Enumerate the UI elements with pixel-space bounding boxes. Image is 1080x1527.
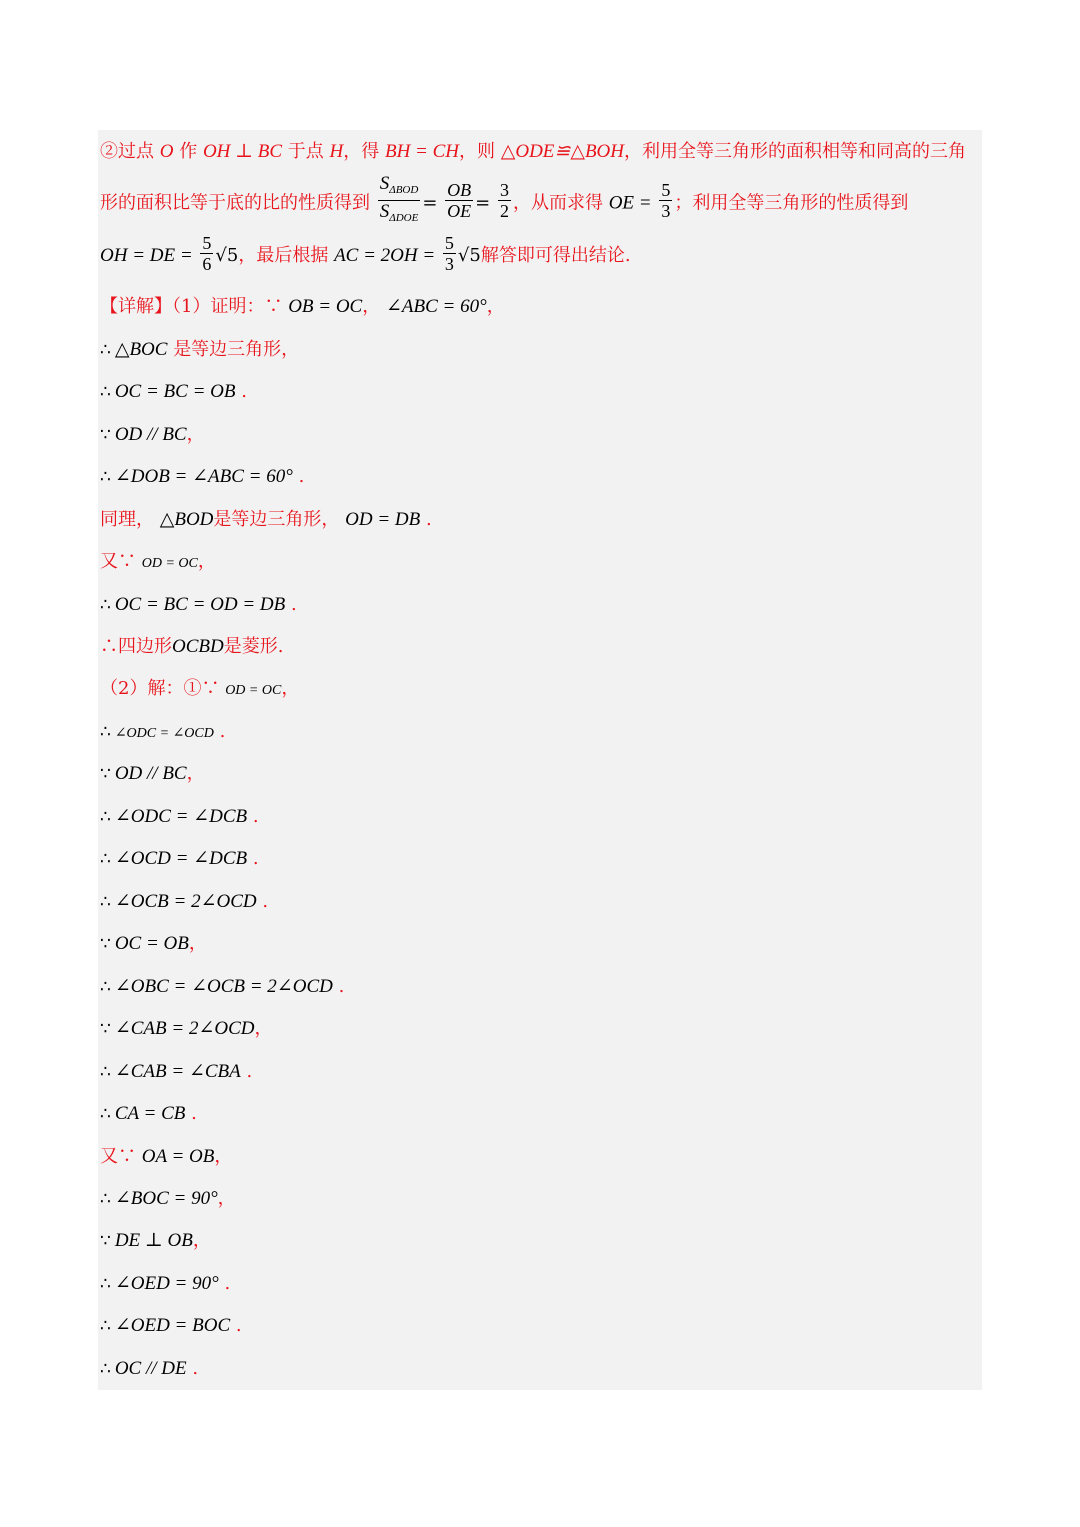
text: . [252,848,259,869]
detail-line-3 [100,380,247,404]
detail-line-10 [100,677,299,703]
math-expression: OA = OB [141,1146,215,1167]
detail-line-26 [100,1357,198,1381]
math-expression: OC // DE [114,1358,187,1379]
text: ，从而求得 [512,192,603,214]
detail-line-15 [100,890,268,914]
text: . [262,891,269,912]
text: 是等边三角形， [173,339,300,360]
detail-line-18 [100,1017,273,1041]
denominator: 3 [444,253,454,274]
math-expression: ∠ABC = 60° [385,296,487,317]
text: . [246,1061,253,1082]
detail-line-1 [100,295,505,319]
math-expression: OD = DB [345,509,421,530]
text: ， [281,678,300,699]
oe-value-fraction [659,180,672,221]
numerator: 5 [661,180,671,200]
because-symbol: ∵ [100,1231,111,1251]
text: 又∵ [100,1146,136,1167]
square-root: √5 [457,245,481,266]
oh-value-fraction [200,233,213,274]
therefore-symbol: ∴ [100,1062,111,1082]
therefore-symbol: ∴ [100,1189,111,1209]
math-expression: ∠DOB = ∠ABC = 60° [114,466,293,487]
math-expression: OC = OB [114,933,189,954]
because-symbol: ∵ [100,764,111,784]
text: 同理， [100,509,154,530]
area-symbol: S [379,173,390,194]
detail-line-9 [100,635,283,659]
math-expression: ∠OED = 90° [114,1273,219,1294]
point-label: O [159,141,174,162]
text: ， [192,1230,211,1251]
text: . [224,1273,231,1294]
therefore-symbol: ∴ [100,849,111,869]
text: . [192,1358,199,1379]
therefore-symbol: ∴ [100,467,111,487]
math-expression: ∠ODC = ∠DCB [114,806,248,827]
text: . [338,976,345,997]
therefore-symbol: ∴ [100,340,111,360]
text: ， [214,1146,233,1167]
numerator: 5 [444,232,454,253]
analysis-line-3 [100,232,631,280]
detail-line-17 [100,975,344,999]
math-expression: OCBD [172,636,224,657]
text: 是等边三角形， [213,509,340,530]
math-expression: OD // BC [114,763,187,784]
detail-line-22 [100,1187,236,1211]
equals: = [475,192,491,214]
math-expression: ∠OED = BOC [114,1315,231,1336]
detail-line-19 [100,1060,252,1084]
text: . [425,509,432,530]
text: . [252,806,259,827]
subscript: ΔBOD [389,184,419,196]
analysis-line-1 [100,140,966,164]
detail-line-6 [100,508,432,532]
detail-line-13 [100,805,259,829]
text: ，则 [459,141,496,162]
text: ， [486,296,505,317]
text: 是菱形. [223,636,284,657]
text: ；利用全等三角形的性质得到 [674,192,909,214]
analysis-line-2 [100,173,909,231]
math-expression: ∠BOC = 90° [114,1188,218,1209]
point-label: H [329,141,344,162]
math-expression: OD // BC [114,424,187,445]
math-expression: △BOD [159,509,214,530]
detail-line-4 [100,423,205,447]
text: . [298,466,305,487]
math-expression: ∠OCD = ∠DCB [114,848,248,869]
text: 于点 [287,141,324,162]
text: . [235,1315,242,1336]
detail-line-20 [100,1102,197,1126]
equals: = [422,192,438,214]
therefore-symbol: ∴ [100,1359,111,1379]
math-expression: OC = BC = OD = DB [114,594,286,615]
text: ，最后根据 [238,245,329,266]
denominator: 2 [499,201,509,221]
text: ，利用全等三角形的面积相等和同高的三角 [624,141,966,162]
text: ， [186,424,205,445]
math-expression: BH = CH [384,141,460,162]
text: ， [188,933,207,954]
text: ， [197,551,216,572]
because-symbol: ∵ [100,425,111,445]
text: ∴四边形 [100,636,172,657]
math-expression: △BOC [114,339,168,360]
detail-line-8 [100,593,297,617]
text: . [241,381,247,402]
because-symbol: ∵ [100,934,111,954]
numerator: 5 [202,232,212,253]
math-expression: ∠OCB = 2∠OCD [114,891,257,912]
text: . [219,721,226,742]
detail-line-25 [100,1314,242,1338]
text: ②过点 [100,141,154,162]
text: ， [217,1188,236,1209]
text: 【详解】（1）证明：∵ [100,296,283,317]
area-ratio-fraction [378,173,421,228]
text: 形的面积比等于底的比的性质得到 [100,192,370,214]
therefore-symbol: ∴ [100,977,111,997]
square-root: √5 [215,245,239,266]
text: ， [254,1018,273,1039]
denominator: 6 [202,253,212,274]
therefore-symbol: ∴ [100,1316,111,1336]
text: 作 [179,141,198,162]
because-symbol: ∵ [100,1019,111,1039]
math-expression: OC = BC = OB [114,381,236,402]
text: ，得 [343,141,380,162]
math-expression: △ODE≌△BOH [500,141,624,162]
therefore-symbol: ∴ [100,382,111,402]
segment-ratio-fraction [445,180,473,221]
detail-line-24 [100,1272,230,1296]
detail-line-7 [100,550,216,576]
therefore-symbol: ∴ [100,892,111,912]
text: 解答即可得出结论. [480,245,631,266]
math-expression: AC = 2OH = [334,245,436,266]
detail-line-5 [100,465,304,489]
math-expression: OB = OC [288,296,363,317]
math-expression: OH ⊥ BC [202,141,283,162]
text: ， [362,296,381,317]
text: . [191,1103,197,1124]
math-expression: OH = DE = [100,245,193,266]
therefore-symbol: ∴ [100,807,111,827]
denominator: 3 [661,201,671,221]
text: ， [186,763,205,784]
math-expression: ∠CAB = 2∠OCD [114,1018,255,1039]
math-expression: OE = [608,192,652,214]
math-expression: OD = OC [141,556,198,571]
text: （2）解：①∵ [100,678,220,699]
therefore-symbol: ∴ [100,595,111,615]
therefore-symbol: ∴ [100,722,111,742]
numerator: OB [447,180,472,200]
numerator: 3 [499,180,509,200]
math-expression: ∠OBC = ∠OCB = 2∠OCD [114,976,333,997]
text: 又∵ [100,551,136,572]
math-expression: OD = OC [225,683,282,698]
detail-line-2 [100,338,299,362]
ratio-value-fraction [498,180,511,221]
detail-line-14 [100,847,259,871]
detail-line-23 [100,1229,211,1253]
detail-line-12 [100,762,205,786]
math-expression: CA = CB [114,1103,186,1124]
ac-value-fraction [443,233,456,274]
math-expression: ∠CAB = ∠CBA [114,1061,241,1082]
text: . [290,594,297,615]
denominator: OE [447,201,472,221]
detail-line-16 [100,932,207,956]
detail-line-21 [100,1145,232,1169]
math-expression: ∠ODC = ∠OCD [114,726,214,741]
detail-line-11 [100,720,225,746]
therefore-symbol: ∴ [100,1104,111,1124]
math-expression: DE ⊥ OB [114,1230,193,1251]
subscript: ΔDOE [389,212,419,224]
area-symbol: S [379,201,390,222]
therefore-symbol: ∴ [100,1274,111,1294]
